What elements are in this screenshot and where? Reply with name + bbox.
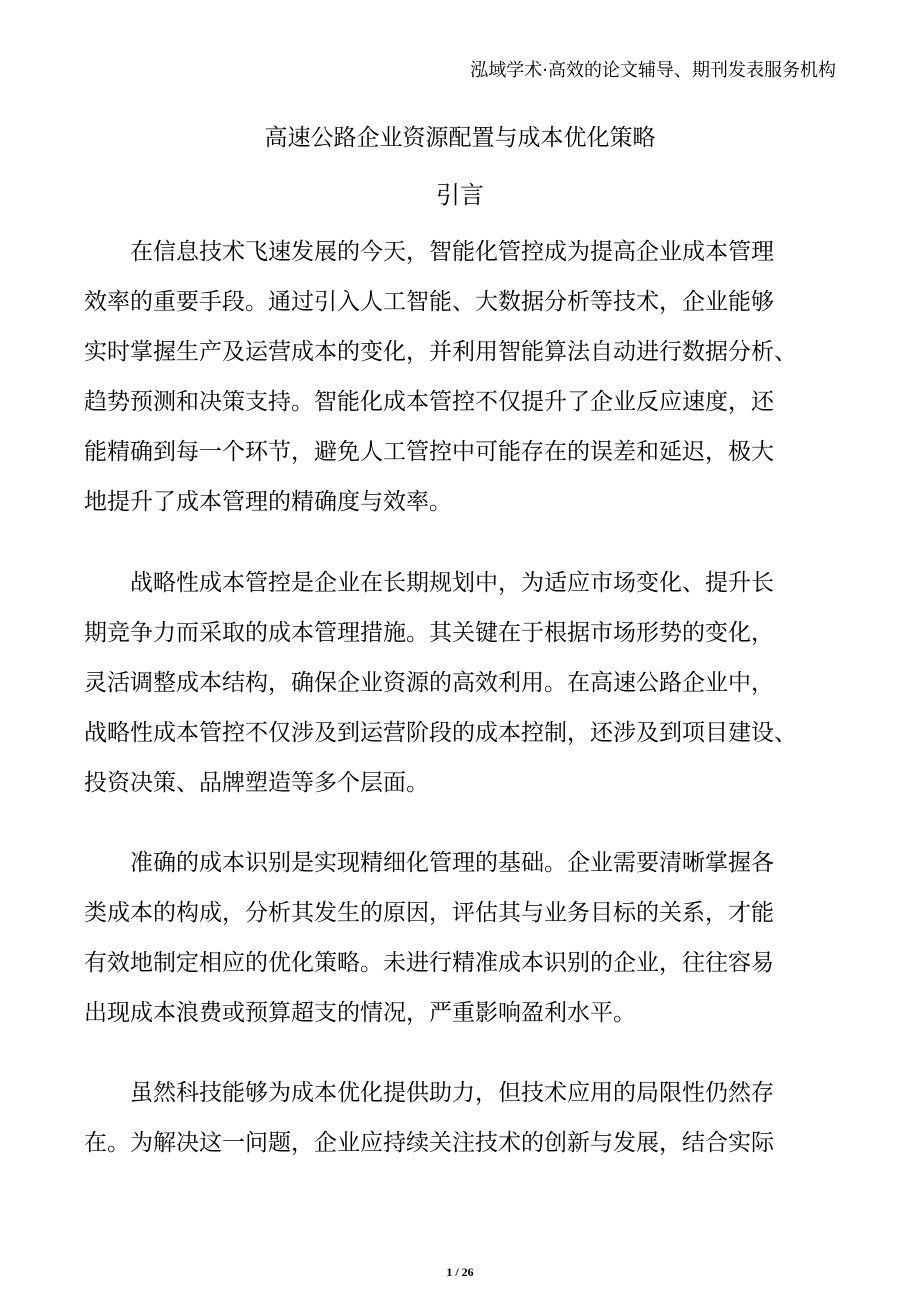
paragraph-line: 虽然科技能够为成本优化提供助力，但技术应用的局限性仍然存 xyxy=(130,1080,774,1106)
paragraph-line: 效率的重要手段。通过引入人工智能、大数据分析等技术，企业能够 xyxy=(84,289,774,315)
paragraph-line: 准确的成本识别是实现精细化管理的基础。企业需要清晰掌握各 xyxy=(130,850,774,876)
paragraph-line: 在。为解决这一问题，企业应持续关注技术的创新与发展，结合实际 xyxy=(84,1130,774,1156)
paragraph-line: 有效地制定相应的优化策略。未进行精准成本识别的企业，往往容易 xyxy=(84,950,774,976)
paragraph xyxy=(84,1068,864,1168)
paragraph-line: 期竞争力而采取的成本管理措施。其关键在于根据市场形势的变化， xyxy=(84,620,774,646)
paragraph-line: 能精确到每一个环节，避免人工管控中可能存在的误差和延迟，极大 xyxy=(84,439,774,465)
paragraph xyxy=(84,227,864,527)
page-number: 1 / 26 xyxy=(446,1265,474,1279)
paragraph-line: 出现成本浪费或预算超支的情况，严重影响盈利水平。 xyxy=(84,1000,636,1026)
paragraph-line: 类成本的构成，分析其发生的原因，评估其与业务目标的关系，才能 xyxy=(84,900,774,926)
paragraph xyxy=(84,558,864,808)
paragraph-line: 灵活调整成本结构，确保企业资源的高效利用。在高速公路企业中， xyxy=(84,670,774,696)
paragraph-line: 在信息技术飞速发展的今天，智能化管控成为提高企业成本管理 xyxy=(130,239,774,265)
document-title: 高速公路企业资源配置与成本优化策略 xyxy=(264,125,656,151)
paragraph-line: 趋势预测和决策支持。智能化成本管控不仅提升了企业反应速度，还 xyxy=(84,389,774,415)
paragraph-line: 战略性成本管控是企业在长期规划中，为适应市场变化、提升长 xyxy=(130,570,774,596)
paragraph-line: 地提升了成本管理的精确度与效率。 xyxy=(84,489,452,515)
paragraph-line: 战略性成本管控不仅涉及到运营阶段的成本控制，还涉及到项目建设、 xyxy=(84,720,797,746)
section-heading: 引言 xyxy=(436,181,484,209)
paragraph-line: 投资决策、品牌塑造等多个层面。 xyxy=(84,770,429,796)
paragraph-line: 实时掌握生产及运营成本的变化，并利用智能算法自动进行数据分析、 xyxy=(84,339,797,365)
header-text: 泓域学术·高效的论文辅导、期刊发表服务机构 xyxy=(470,60,836,81)
paragraph xyxy=(84,838,864,1038)
